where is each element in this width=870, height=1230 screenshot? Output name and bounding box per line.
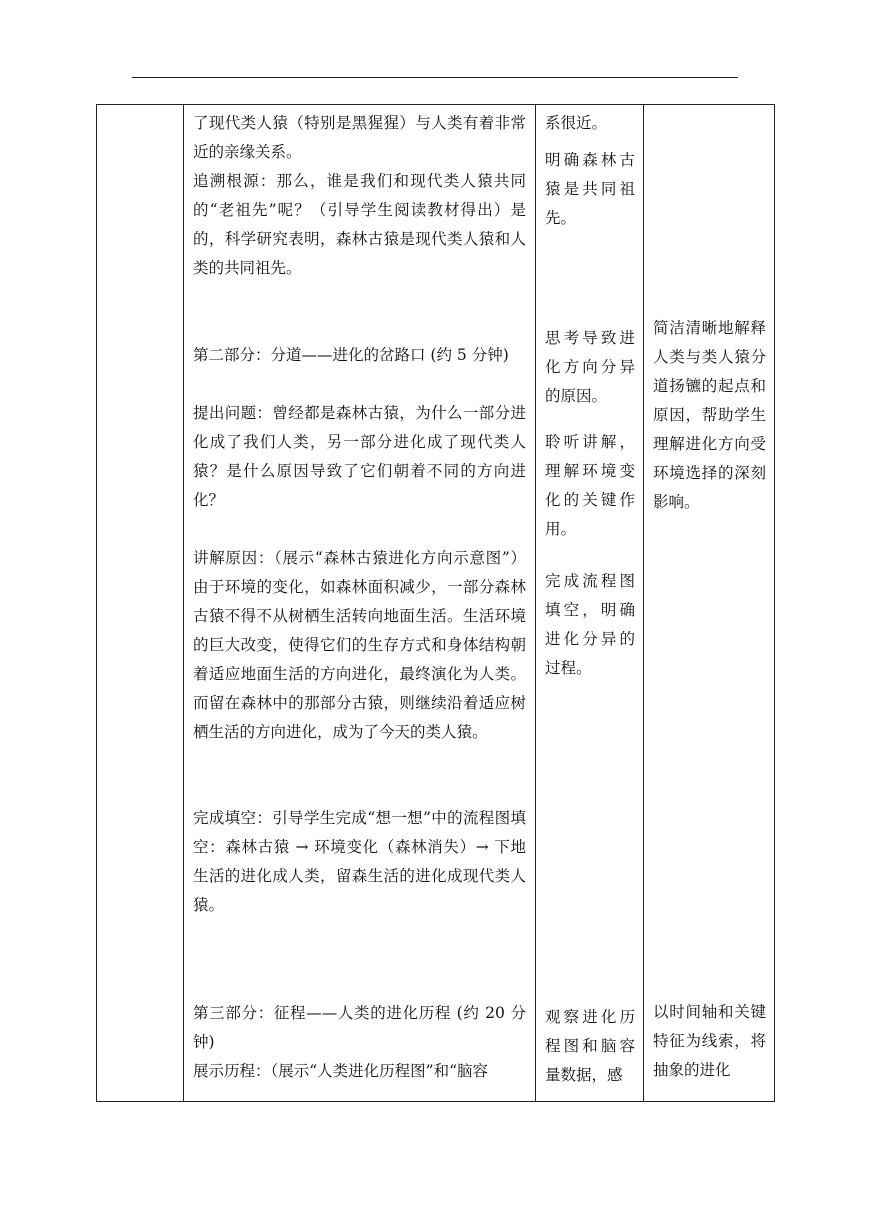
content-paragraph: 追溯根源：那么，谁是我们和现代类人猿共同的“老祖先”呢？（引导学生阅读教材得出）是的，科学研究表明，森林古猿是现代类人猿和人类的共同祖先。 <box>193 172 526 277</box>
student-activity: 聆听讲解，理解环境变化的关键作用。 <box>545 433 635 538</box>
content-paragraph: 了现代类人猿（特别是黑猩猩）与人类有着非常近的亲缘关系。 <box>193 114 526 161</box>
student-activity: 观察进化历程图和脑容量数据，感 <box>545 1008 635 1084</box>
student-activity: 系很近。 <box>545 114 608 132</box>
design-intent: 以时间轴和关键特征为线索，将抽象的进化 <box>653 1003 766 1079</box>
header-rule <box>132 77 738 78</box>
lesson-plan-table <box>96 104 775 1102</box>
column-divider <box>643 105 644 1101</box>
content-paragraph: 展示历程：（展示“人类进化历程图”和“脑容 <box>193 1062 489 1080</box>
content-paragraph: 讲解原因：（展示“森林古猿进化方向示意图”）由于环境的变化，如森林面积减少，一部分森林古猿不得不从树栖生活转向地面生活。生活环境的巨大改变，使得它们的生存方式和身体结构朝着适应地面生活的方向进化，最终演化为人类。而留在森林中的那部分古猿，则继续沿着适应树栖生活的方向进化，成为了今天的类人猿。 <box>193 549 526 741</box>
section-heading: 第三部分：征程——人类的进化历程 (约 20 分钟) <box>193 1004 526 1051</box>
student-activity: 明确森林古猿是共同祖先。 <box>545 151 635 227</box>
section-heading: 第二部分：分道——进化的岔路口 (约 5 分钟) <box>193 346 509 364</box>
content-paragraph: 提出问题：曾经都是森林古猿，为什么一部分进化成了我们人类，另一部分进化成了现代类人猿？是什么原因导致了它们朝着不同的方向进化？ <box>193 404 526 509</box>
student-activity: 完成流程图填空，明确进化分异的过程。 <box>545 572 635 677</box>
student-activity: 思考导致进化方向分异的原因。 <box>545 329 635 405</box>
content-paragraph: 完成填空：引导学生完成“想一想”中的流程图填空：森林古猿 → 环境变化（森林消失）→ 下地生活的进化成人类，留森生活的进化成现代类人猿。 <box>193 809 526 914</box>
design-intent: 简洁清晰地解释人类与类人猿分道扬镳的起点和原因，帮助学生理解进化方向受环境选择的深刻影响。 <box>653 319 766 511</box>
column-divider <box>183 105 184 1101</box>
column-divider <box>535 105 536 1101</box>
